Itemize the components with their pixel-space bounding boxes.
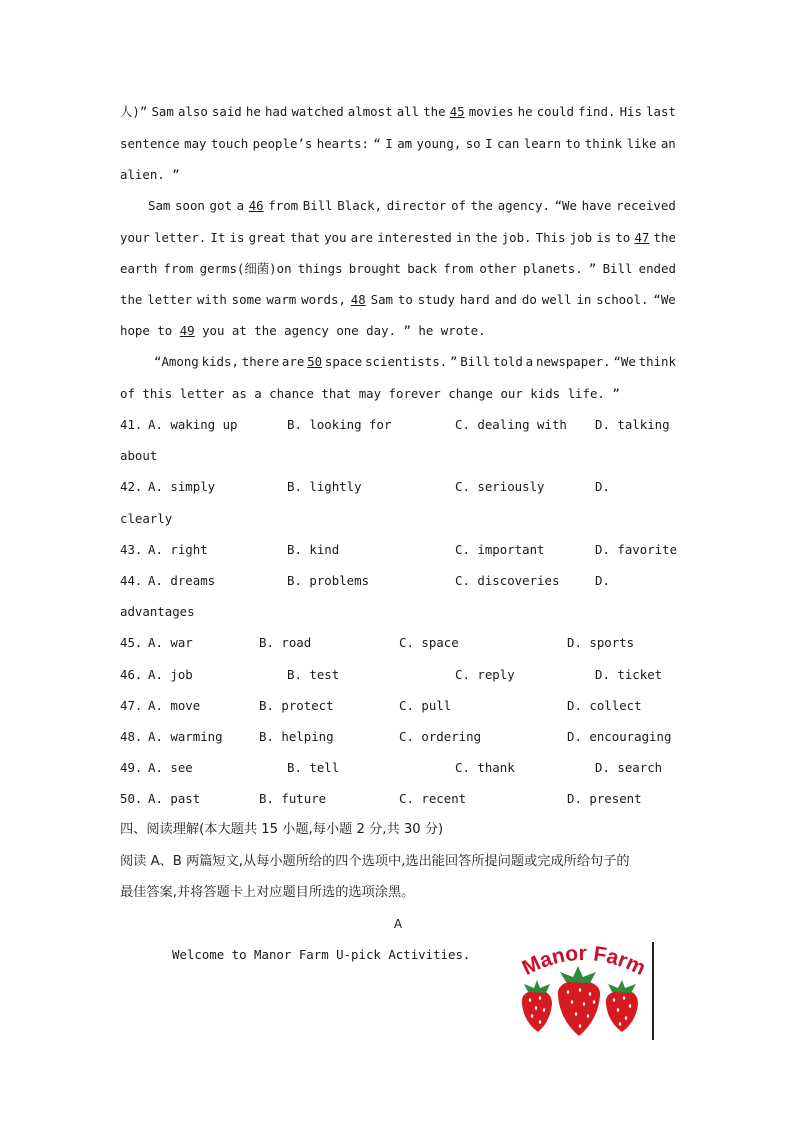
option-a: A. right (148, 541, 208, 557)
word: with (196, 292, 227, 307)
strawberry-icon (606, 980, 638, 1032)
instructions-line: 最佳答案,并将答题卡上对应题目所选的选项涂黑。 (120, 885, 415, 900)
passage-line (154, 354, 676, 370)
logo-text: Manor Farm (518, 941, 650, 981)
word: from (268, 198, 299, 213)
word: young, (416, 136, 462, 151)
strawberry-icon (522, 980, 552, 1032)
question-number: 44. (120, 573, 143, 588)
option-d: D. sports (567, 635, 635, 651)
word: Sam (148, 198, 171, 213)
word: last (646, 104, 676, 119)
word: in (456, 230, 471, 245)
word: the (423, 104, 446, 119)
question-number: 41. (120, 417, 143, 432)
word: words, (301, 292, 346, 307)
word: find. (578, 104, 616, 119)
word: hearts: (316, 136, 369, 151)
word: to (615, 230, 631, 245)
word: to (397, 292, 413, 307)
word: from (443, 261, 474, 276)
option-c: C. pull (399, 697, 452, 713)
option-a: A. warming (148, 729, 223, 744)
word: a (236, 198, 245, 213)
word: have (581, 198, 612, 213)
word: space (324, 354, 363, 369)
word: of (451, 198, 466, 213)
option-a: A. dreams (148, 573, 216, 588)
option-c: C. recent (399, 791, 467, 807)
word: Bill (460, 354, 491, 369)
word: there (241, 354, 280, 369)
question-number: 47. (120, 697, 143, 713)
passage-line: of this letter as a chance that may forever change our kids life. ” (120, 386, 620, 401)
word: newspaper. (535, 354, 611, 369)
word: 人)” (120, 104, 148, 119)
option-a: A. simply (148, 479, 216, 495)
word: sentence (120, 136, 180, 151)
word: in (576, 292, 592, 307)
passage-line (120, 104, 676, 120)
option-d: D. collect (567, 697, 642, 713)
question-number: 42. (120, 479, 143, 495)
option-b: B. helping (259, 729, 334, 744)
option-b: B. future (259, 791, 327, 807)
word: great (248, 230, 286, 245)
word: from (163, 261, 194, 276)
option-c: C. seriously (455, 479, 545, 495)
blank-number: 46 (248, 198, 264, 213)
option-b: B. problems (287, 573, 370, 588)
word: also (177, 104, 208, 119)
word: things (297, 261, 343, 276)
option-b: B. kind (287, 541, 340, 557)
option-a: A. move (148, 697, 201, 713)
word: “Among (154, 354, 199, 369)
word: His (619, 104, 642, 119)
word: This (535, 230, 566, 245)
blank-number: 48 (350, 292, 366, 307)
word: almost (347, 104, 393, 119)
word: think (584, 136, 623, 151)
option-d: D. (595, 573, 610, 588)
word: brought (348, 261, 401, 276)
section-heading: 四、阅读理解(本大题共 15 小题,每小题 2 分,共 30 分) (120, 822, 444, 837)
option-b: B. protect (259, 697, 334, 713)
word: the (470, 198, 494, 213)
word: well (541, 292, 572, 307)
manor-farm-logo (510, 938, 656, 1042)
word: the (120, 292, 143, 307)
word: that (290, 230, 320, 245)
question-number: 45. (120, 635, 143, 651)
word: had (264, 104, 288, 119)
word: like (626, 136, 657, 151)
option-d: D. search (595, 760, 663, 776)
word: may (184, 136, 207, 151)
word: your (120, 230, 150, 245)
option-c: C. ordering (399, 729, 482, 744)
passage-line (120, 292, 676, 308)
word: “We (653, 292, 676, 307)
word: agency. (497, 198, 550, 213)
word: the (475, 230, 498, 245)
option-c: C. reply (455, 666, 515, 682)
word: all (396, 104, 420, 119)
option-d: D. ticket (595, 666, 663, 682)
word: Black, (337, 198, 383, 213)
word: told (492, 354, 523, 369)
question-number: 50. (120, 791, 143, 807)
word: is (596, 230, 612, 245)
word: scientists. (365, 354, 448, 369)
welcome-text: Welcome to Manor Farm U-pick Activities. (172, 947, 471, 962)
word: can (496, 136, 520, 151)
word: to (565, 136, 581, 151)
passage-line (120, 261, 676, 277)
word: Bill (302, 198, 333, 213)
blank-number: 45 (449, 104, 465, 119)
word: job. (501, 230, 532, 245)
word: soon (175, 198, 205, 213)
word: said (211, 104, 242, 119)
option-continued: advantages (120, 604, 195, 620)
instructions-line: 阅读 A、B 两篇短文,从每小题所给的四个选项中,选出能回答所提问题或完成所给句子的 (120, 854, 630, 869)
option-a: A. war (148, 635, 193, 651)
word: job (569, 230, 593, 245)
word: planets. (522, 261, 583, 276)
word: kids, (201, 354, 239, 369)
word: earth (120, 261, 158, 276)
word: Sam (151, 104, 174, 119)
option-c: C. space (399, 635, 459, 651)
option-b: B. test (287, 666, 340, 682)
word: the (653, 230, 676, 245)
option-continued: about (120, 448, 158, 464)
word: ” (588, 261, 597, 276)
option-c: C. discoveries (455, 573, 560, 588)
word: warm (266, 292, 297, 307)
word: It (210, 230, 226, 245)
blank-number: 47 (634, 230, 650, 245)
word: ended (638, 261, 676, 276)
word: is (229, 230, 245, 245)
word: people’s (252, 136, 313, 151)
word: touch (210, 136, 249, 151)
blank-number: 50 (307, 354, 323, 369)
option-c: C. important (455, 541, 545, 557)
word: he (245, 104, 261, 119)
word: Bill (602, 261, 633, 276)
word: study (417, 292, 456, 307)
passage-line: alien. ” (120, 167, 180, 182)
word: learn (523, 136, 562, 151)
question-number: 48. (120, 729, 143, 744)
word: got (209, 198, 232, 213)
word: watched (291, 104, 344, 119)
word: received (616, 198, 676, 213)
word: am (397, 136, 413, 151)
option-a: A. waking up (148, 417, 238, 432)
word: he (517, 104, 533, 119)
word: other (479, 261, 517, 276)
word: hard (459, 292, 490, 307)
question-number: 49. (120, 760, 143, 776)
option-b: B. tell (287, 760, 340, 776)
option-d: D. (595, 479, 610, 495)
blank-number: 49 (179, 323, 195, 338)
option-c: C. dealing with (455, 417, 567, 432)
word: do (521, 292, 537, 307)
word: letter. (154, 230, 207, 245)
word: germs(细菌)on (199, 261, 292, 276)
word: an (660, 136, 676, 151)
word: director (386, 198, 447, 213)
word: Sam (370, 292, 393, 307)
word: so (465, 136, 481, 151)
option-a: A. job (148, 666, 193, 682)
word: “We (613, 354, 636, 369)
question-number: 46. (120, 666, 143, 682)
option-b: B. lightly (287, 479, 362, 495)
option-a: A. past (148, 791, 201, 807)
passage-letter: A (393, 917, 403, 931)
passage-line (120, 230, 676, 246)
word: you (324, 230, 347, 245)
word: letter (147, 292, 193, 307)
word: a (525, 354, 534, 369)
word: and (494, 292, 518, 307)
word: back (407, 261, 438, 276)
word: think (638, 354, 676, 369)
option-continued: clearly (120, 510, 173, 526)
option-c: C. thank (455, 760, 515, 776)
option-b: B. looking for (287, 417, 392, 432)
option-d: D. encouraging (567, 729, 672, 744)
word: “ (373, 136, 381, 151)
word: movies (468, 104, 514, 119)
word: interested (377, 230, 452, 245)
option-d: D. present (567, 791, 642, 807)
passage-line (120, 136, 676, 152)
option-d: D. favorite (595, 541, 678, 557)
question-number: 43. (120, 541, 143, 557)
word: are (281, 354, 305, 369)
option-a: A. see (148, 760, 193, 776)
passage-line (148, 198, 676, 214)
word: ” (449, 354, 458, 369)
word: I (485, 136, 493, 151)
option-b: B. road (259, 635, 312, 651)
word: “We (554, 198, 577, 213)
passage-line: hope to 49 you at the agency one day. ” he wrote. (120, 323, 486, 338)
option-d: D. talking (595, 417, 670, 432)
word: are (350, 230, 374, 245)
word: some (231, 292, 262, 307)
word: I (385, 136, 393, 151)
word: school. (596, 292, 649, 307)
word: could (536, 104, 575, 119)
